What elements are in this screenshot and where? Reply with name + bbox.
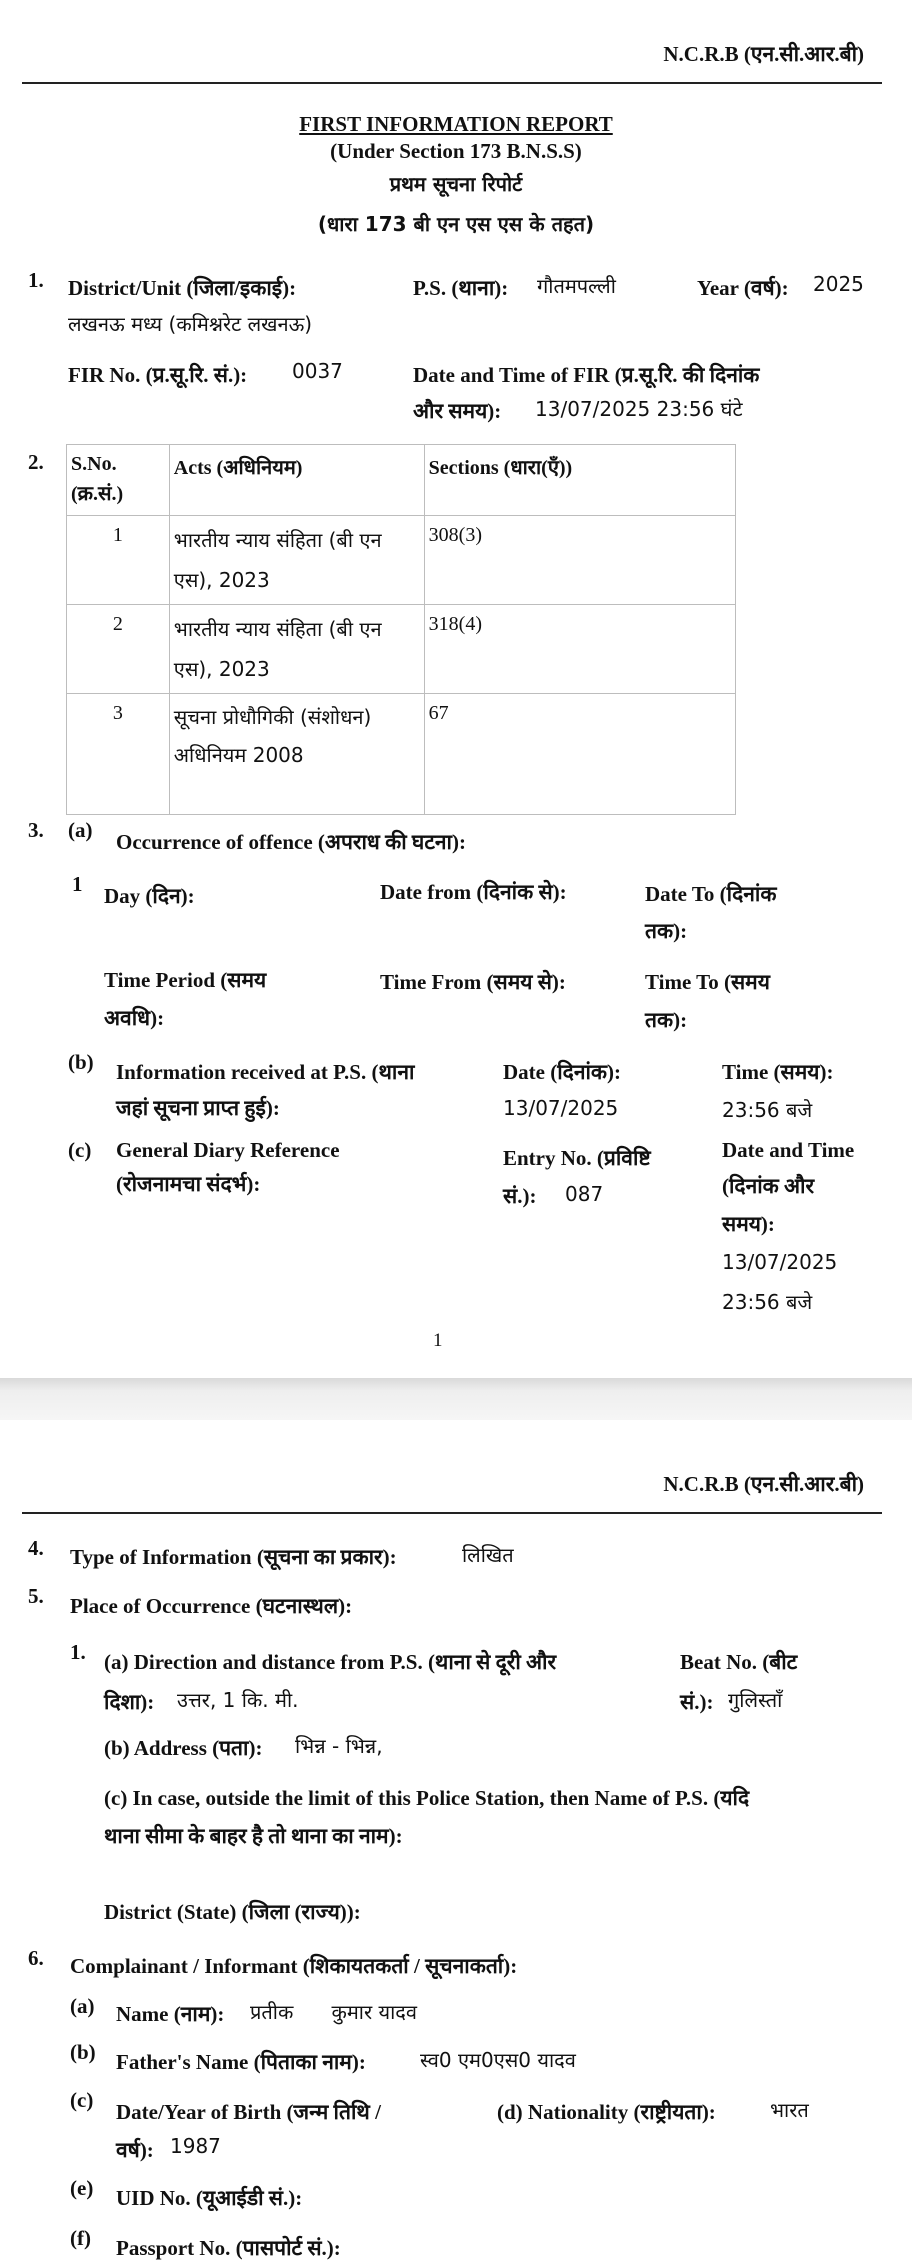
fir-number-label: FIR No. (प्र.सू.रि. सं.): [68, 363, 248, 387]
received-time-value: 23:56 बजे [722, 1098, 813, 1122]
row-sno: 1 [67, 516, 170, 605]
nationality-label: (d) Nationality (राष्ट्रीयता): [497, 2100, 716, 2124]
dob-value: 1987 [170, 2134, 221, 2158]
header-acts: Acts (अधिनियम) [169, 445, 424, 516]
ps-value: गौतमपल्ली [537, 274, 616, 298]
time-to-label: Time To (समय [645, 970, 770, 994]
info-type-value: लिखित [462, 1543, 514, 1567]
row-act: भारतीय न्याय संहिता (बी एन एस), 2023 [169, 605, 424, 694]
entry-no-label-2: सं.): [503, 1184, 537, 1208]
gd-reference-label: General Diary Reference [116, 1138, 340, 1162]
occurrence-title: Occurrence of offence (अपराध की घटना): [116, 830, 466, 854]
direction-distance-label-2: दिशा): [104, 1690, 155, 1714]
gd-datetime-label: Date and Time [722, 1138, 855, 1162]
page-number: 1 [433, 1330, 443, 1351]
row-section: 308(3) [424, 516, 735, 605]
date-from-label: Date from (दिनांक से): [380, 880, 567, 904]
row-act: भारतीय न्याय संहिता (बी एन एस), 2023 [169, 516, 424, 605]
district-state-label: District (State) (जिला (राज्य)): [104, 1900, 361, 1924]
day-label: Day (दिन): [104, 884, 195, 908]
complainant-name-value: प्रतीक कुमार यादव [250, 2000, 418, 2024]
report-subtitle-hindi: (धारा 173 बी एन एस एस के तहत) [317, 212, 595, 236]
district-value: लखनऊ मध्य (कमिश्नरेट लखनऊ) [68, 312, 313, 336]
received-date-value: 13/07/2025 [503, 1096, 619, 1120]
uid-label: UID No. (यूआईडी सं.): [116, 2186, 303, 2210]
ps-label: P.S. (थाना): [413, 276, 509, 300]
table-row [67, 694, 736, 815]
received-date-label: Date (दिनांक): [503, 1060, 622, 1084]
header-rule [22, 82, 882, 84]
header-rule [22, 1512, 882, 1514]
gd-datetime-label-2: (दिनांक और [722, 1174, 815, 1198]
year-label: Year (वर्ष): [697, 276, 789, 300]
row-section: 67 [424, 694, 735, 815]
uid-mark: (e) [70, 2176, 94, 2200]
passport-label: Passport No. (पासपोर्ट सं.): [116, 2236, 341, 2260]
row-act: सूचना प्रोधौगिकी (संशोधन) अधिनियम 2008 [169, 694, 424, 815]
received-time-label: Time (समय): [722, 1060, 834, 1084]
outside-limit-label-2: थाना सीमा के बाहर है तो थाना का नाम): [104, 1824, 403, 1848]
row-section: 318(4) [424, 605, 735, 694]
passport-mark: (f) [70, 2226, 91, 2250]
fir-datetime-value: 13/07/2025 23:56 घंटे [535, 397, 743, 421]
s5-item-number: 1. [70, 1640, 86, 1664]
entry-no-label: Entry No. (प्रविष्टि [503, 1146, 651, 1170]
section-5-number: 5. [28, 1584, 44, 1608]
time-from-label: Time From (समय से): [380, 970, 566, 994]
father-name-value: स्व0 एम0एस0 यादव [420, 2048, 576, 2072]
fir-number-value: 0037 [292, 359, 343, 383]
section-6-number: 6. [28, 1946, 44, 1970]
outside-limit-label: (c) In case, outside the limit of this Police Station, then Name of P.S. (यदि [104, 1786, 750, 1810]
s3a-mark: (a) [68, 818, 93, 842]
direction-distance-label: (a) Direction and distance from P.S. (थाना से दूरी और [104, 1650, 557, 1674]
table-row [67, 605, 736, 694]
direction-distance-value: उत्तर, 1 कि. मी. [177, 1688, 299, 1712]
acts-table-header [67, 445, 736, 516]
info-received-label: Information received at P.S. (थाना [116, 1060, 415, 1084]
acts-table [66, 444, 736, 815]
info-type-label: Type of Information (सूचना का प्रकार): [70, 1545, 397, 1569]
gd-reference-label-2: (रोजनामचा संदर्भ): [116, 1172, 261, 1196]
beat-no-label: Beat No. (बीट [680, 1650, 798, 1674]
row-sno: 2 [67, 605, 170, 694]
section-3-number: 3. [28, 818, 44, 842]
gd-datetime-label-3: समय): [722, 1212, 775, 1236]
section-2-number-label: 2. [28, 450, 44, 474]
beat-no-value: गुलिस्ताँ [728, 1688, 783, 1712]
complainant-label: Complainant / Informant (शिकायतकर्ता / सूचनाकर्ता): [70, 1954, 518, 1978]
time-period-label: Time Period (समय [104, 968, 267, 992]
address-label: (b) Address (पता): [104, 1736, 263, 1760]
report-title-hindi: प्रथम सूचना रिपोर्ट [389, 172, 523, 196]
father-name-label: Father's Name (पिताका नाम): [116, 2050, 366, 2074]
ncrb-header: N.C.R.B (एन.सी.आर.बी) [663, 42, 864, 66]
gd-time-value: 23:56 बजे [722, 1290, 813, 1314]
info-received-label-2: जहां सूचना प्राप्त हुई): [116, 1096, 280, 1120]
dob-mark: (c) [70, 2088, 94, 2112]
s3-item-number: 1 [72, 872, 83, 896]
header-sno: S.No. (क्र.सं.) [67, 445, 170, 516]
address-value: भिन्न - भिन्न, [295, 1734, 383, 1758]
dob-label: Date/Year of Birth (जन्म तिथि / [116, 2100, 381, 2124]
s3c-mark: (c) [68, 1138, 92, 1162]
page-separator [0, 1378, 912, 1420]
date-to-label: Date To (दिनांक [645, 882, 777, 906]
fir-datetime-label-2: और समय): [413, 399, 502, 423]
section-4-number: 4. [28, 1536, 44, 1560]
section-1-number: 1. [28, 268, 44, 292]
district-label: District/Unit (जिला/इकाई): [68, 276, 297, 300]
report-title: FIRST INFORMATION REPORT [299, 112, 613, 136]
year-value: 2025 [813, 272, 864, 296]
time-period-label-2: अवधि): [104, 1006, 165, 1030]
time-to-label-2: तक): [645, 1008, 688, 1032]
father-mark: (b) [70, 2040, 96, 2064]
name-mark: (a) [70, 1994, 95, 2018]
report-subtitle: (Under Section 173 B.N.S.S) [330, 139, 582, 163]
entry-no-value: 087 [565, 1182, 604, 1206]
header-sections: Sections (धारा(एँ)) [424, 445, 735, 516]
beat-no-label-2: सं.): [680, 1690, 714, 1714]
s3b-mark: (b) [68, 1050, 94, 1074]
place-of-occurrence-label: Place of Occurrence (घटनास्थल): [70, 1594, 353, 1618]
table-row [67, 516, 736, 605]
dob-label-2: वर्ष): [116, 2138, 154, 2162]
complainant-name-label: Name (नाम): [116, 2002, 225, 2026]
nationality-value: भारत [770, 2098, 809, 2122]
date-to-label-2: तक): [645, 919, 688, 943]
ncrb-header: N.C.R.B (एन.सी.आर.बी) [663, 1472, 864, 1496]
row-sno: 3 [67, 694, 170, 815]
fir-datetime-label: Date and Time of FIR (प्र.सू.रि. की दिनांक [413, 363, 760, 387]
gd-date-value: 13/07/2025 [722, 1250, 838, 1274]
